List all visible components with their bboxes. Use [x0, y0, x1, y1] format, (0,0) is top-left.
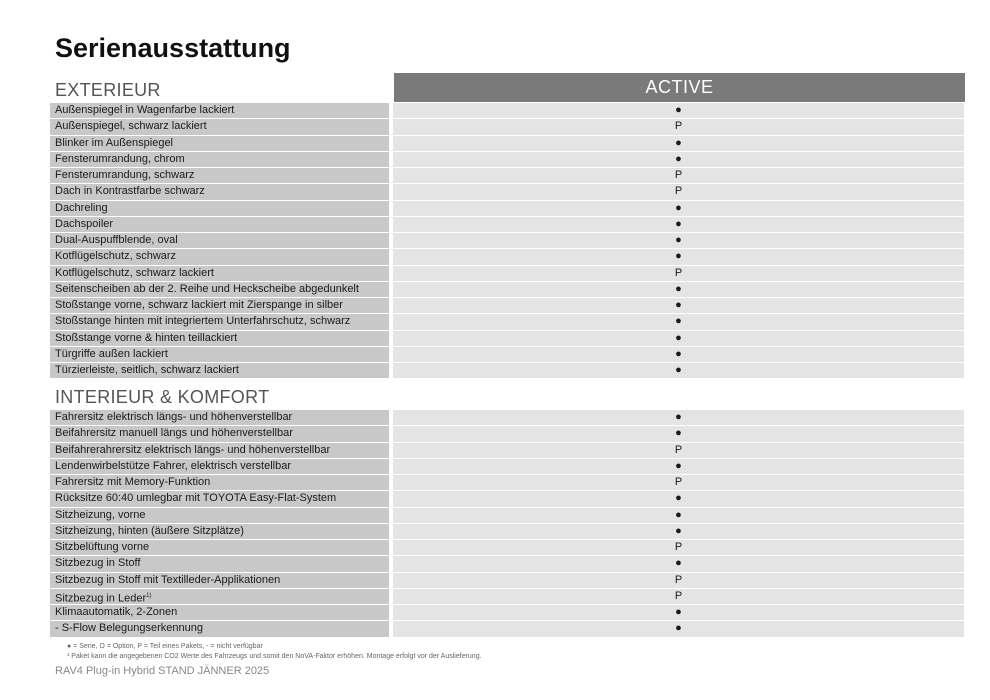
- feature-label: Kotflügelschutz, schwarz: [50, 249, 389, 265]
- feature-label: Sitzbezug in Leder$^{1)}$: [50, 589, 389, 605]
- package-footnote: ¹ Paket kann die angegebenen CO2 Werte des Fahrzeugs und somit den NoVA-Faktor erhöhen. Montage erfolgt vor der Auslieferung.: [67, 653, 482, 660]
- availability-value: ●: [393, 152, 964, 168]
- table-row: [50, 443, 965, 459]
- feature-label: Sitzbelüftung vorne: [50, 540, 389, 556]
- table-row: [50, 184, 965, 200]
- availability-value: P: [393, 475, 964, 491]
- availability-value: P: [393, 443, 964, 459]
- table-row: [50, 605, 965, 621]
- feature-label: Sitzbezug in Stoff: [50, 556, 389, 572]
- table-row: [50, 152, 965, 168]
- table-row: [50, 508, 965, 524]
- feature-label: Sitzheizung, vorne: [50, 508, 389, 524]
- availability-value: ●: [393, 347, 964, 363]
- feature-label: Außenspiegel in Wagenfarbe lackiert: [50, 103, 389, 119]
- availability-value: ●: [393, 491, 964, 507]
- footnote-marker: 1): [146, 592, 152, 599]
- feature-label: Außenspiegel, schwarz lackiert: [50, 119, 389, 135]
- feature-label: Sitzheizung, hinten (äußere Sitzplätze): [50, 524, 389, 540]
- feature-label: Stoßstange vorne, schwarz lackiert mit Zierspange in silber: [50, 298, 389, 314]
- column-header-active: ACTIVE: [394, 73, 965, 102]
- feature-label: Kotflügelschutz, schwarz lackiert: [50, 266, 389, 282]
- feature-label: Stoßstange vorne & hinten teillackiert: [50, 331, 389, 347]
- table-row: [50, 524, 965, 540]
- availability-value: ●: [393, 314, 964, 330]
- table-row: [50, 119, 965, 135]
- page-title: Serienausstattung: [55, 33, 291, 63]
- availability-value: ●: [393, 363, 964, 379]
- availability-value: ●: [393, 621, 964, 637]
- table-row: [50, 331, 965, 347]
- feature-label: Fahrersitz mit Memory-Funktion: [50, 475, 389, 491]
- feature-label: Türgriffe außen lackiert: [50, 347, 389, 363]
- feature-label: Dachspoiler: [50, 217, 389, 233]
- availability-value: ●: [393, 556, 964, 572]
- table-row: [50, 233, 965, 249]
- table-row: [50, 491, 965, 507]
- table-row: [50, 573, 965, 589]
- availability-value: P: [393, 266, 964, 282]
- feature-label: Fensterumrandung, chrom: [50, 152, 389, 168]
- availability-value: P: [393, 168, 964, 184]
- feature-label: Türzierleiste, seitlich, schwarz lackiert: [50, 363, 389, 379]
- table-row: [50, 347, 965, 363]
- availability-value: ●: [393, 217, 964, 233]
- table-row: [50, 249, 965, 265]
- availability-value: ●: [393, 103, 964, 119]
- availability-value: ●: [393, 331, 964, 347]
- feature-label: Beifahrersitz manuell längs und höhenverstellbar: [50, 426, 389, 442]
- availability-value: P: [393, 540, 964, 556]
- feature-label: Rücksitze 60:40 umlegbar mit TOYOTA Easy-Flat-System: [50, 491, 389, 507]
- legend-footnote: ● = Serie, O = Option, P = Teil eines Pakets, - = nicht verfügbar: [67, 643, 263, 650]
- table-row: [50, 314, 965, 330]
- section-title-interieur: INTERIEUR & KOMFORT: [55, 387, 270, 407]
- feature-label: Dual-Auspuffblende, oval: [50, 233, 389, 249]
- feature-label: Seitenscheiben ab der 2. Reihe und Heckscheibe abgedunkelt: [50, 282, 389, 298]
- table-row: [50, 426, 965, 442]
- feature-label: - S-Flow Belegungserkennung: [50, 621, 389, 637]
- table-row: [50, 621, 965, 637]
- availability-value: P: [393, 589, 964, 605]
- table-row: [50, 459, 965, 475]
- section-title-exterieur: EXTERIEUR: [55, 80, 161, 100]
- feature-label: Beifahrerahrersitz elektrisch längs- und höhenverstellbar: [50, 443, 389, 459]
- table-row: [50, 298, 965, 314]
- feature-label: Dachreling: [50, 201, 389, 217]
- availability-value: P: [393, 573, 964, 589]
- availability-value: ●: [393, 282, 964, 298]
- availability-value: ●: [393, 136, 964, 152]
- exterieur-table: [50, 103, 965, 379]
- availability-value: ●: [393, 233, 964, 249]
- table-row: [50, 201, 965, 217]
- footer-text: RAV4 Plug-in Hybrid STAND JÄNNER 2025: [55, 665, 270, 677]
- availability-value: ●: [393, 508, 964, 524]
- availability-value: ●: [393, 249, 964, 265]
- table-row: [50, 103, 965, 119]
- table-row: [50, 589, 965, 605]
- availability-value: P: [393, 184, 964, 200]
- table-row: [50, 136, 965, 152]
- feature-label: Fensterumrandung, schwarz: [50, 168, 389, 184]
- feature-label: Klimaautomatik, 2-Zonen: [50, 605, 389, 621]
- table-row: [50, 410, 965, 426]
- table-row: [50, 217, 965, 233]
- table-row: [50, 556, 965, 572]
- feature-label: Stoßstange hinten mit integriertem Unterfahrschutz, schwarz: [50, 314, 389, 330]
- availability-value: ●: [393, 201, 964, 217]
- table-row: [50, 540, 965, 556]
- table-row: [50, 363, 965, 379]
- availability-value: ●: [393, 426, 964, 442]
- feature-label: Dach in Kontrastfarbe schwarz: [50, 184, 389, 200]
- availability-value: P: [393, 119, 964, 135]
- availability-value: ●: [393, 459, 964, 475]
- availability-value: ●: [393, 524, 964, 540]
- interieur-table: [50, 410, 965, 638]
- table-row: [50, 282, 965, 298]
- table-row: [50, 475, 965, 491]
- feature-label: Blinker im Außenspiegel: [50, 136, 389, 152]
- feature-label: Fahrersitz elektrisch längs- und höhenverstellbar: [50, 410, 389, 426]
- table-row: [50, 168, 965, 184]
- availability-value: ●: [393, 605, 964, 621]
- availability-value: ●: [393, 410, 964, 426]
- feature-label: Sitzbezug in Stoff mit Textilleder-Applikationen: [50, 573, 389, 589]
- feature-label: Lendenwirbelstütze Fahrer, elektrisch verstellbar: [50, 459, 389, 475]
- table-row: [50, 266, 965, 282]
- availability-value: ●: [393, 298, 964, 314]
